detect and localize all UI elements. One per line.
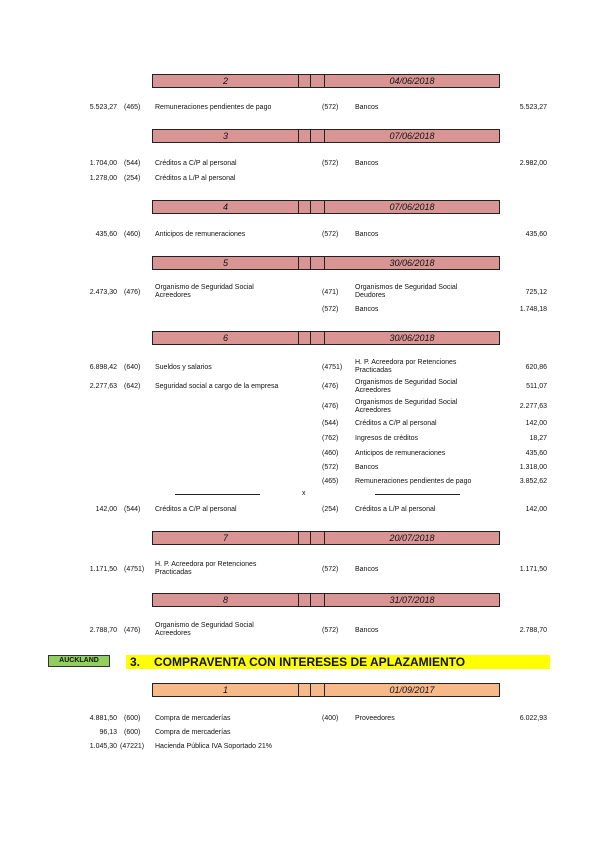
debit-amount: 2.788,70 — [89, 627, 117, 634]
credit-amount: 18,27 — [529, 435, 547, 442]
debit-account: (544) — [124, 160, 141, 167]
credit-amount: 142,00 — [525, 506, 547, 513]
debit-name: Hacienda Pública IVA Soportado 21% — [155, 743, 273, 750]
credit-amount: 6.022,93 — [519, 715, 547, 722]
credit-amount: 1.171,50 — [519, 566, 547, 573]
credit-account: (471) — [322, 289, 339, 296]
debit-amount: 4.881,50 — [89, 715, 117, 722]
credit-name: Bancos — [355, 464, 379, 471]
credit-account: (572) — [322, 566, 339, 573]
credit-name: Organismos de Seguridad Social Deudores — [355, 284, 458, 299]
debit-account: (254) — [124, 175, 141, 182]
separator-mark: x — [302, 490, 306, 497]
entry-header — [152, 593, 500, 607]
credit-amount: 1.318,00 — [519, 464, 547, 471]
credit-name: Créditos a C/P al personal — [355, 420, 437, 427]
debit-account: (476) — [124, 289, 141, 296]
debit-account: (642) — [124, 383, 141, 390]
credit-account: (254) — [322, 506, 339, 513]
entry-date: 30/06/2018 — [389, 333, 435, 343]
section-title: COMPRAVENTA CON INTERESES DE APLAZAMIENTO — [154, 655, 466, 669]
entry-date: 01/09/2017 — [389, 685, 435, 695]
entry-date: 07/06/2018 — [389, 131, 435, 141]
credit-amount: 142,00 — [525, 420, 547, 427]
credit-amount: 725,12 — [525, 289, 547, 296]
entry-header — [152, 256, 500, 270]
credit-name: Organismos de Seguridad Social Acreedores — [355, 399, 458, 414]
debit-name: Compra de mercaderías — [155, 715, 231, 722]
debit-amount: 1.045,30 — [89, 743, 117, 750]
entry-number: 8 — [153, 594, 299, 606]
entry-number: 7 — [153, 532, 299, 544]
credit-amount: 2.277,63 — [519, 403, 547, 410]
debit-account: (460) — [124, 231, 141, 238]
entry-date: 07/06/2018 — [389, 202, 435, 212]
credit-amount: 5.523,27 — [519, 104, 547, 111]
credit-name: Proveedores — [355, 715, 395, 722]
debit-name: H. P. Acreedora por Retenciones Practicadas — [155, 561, 257, 576]
debit-account: (476) — [124, 627, 141, 634]
debit-name: Organismo de Seguridad Social Acreedores — [155, 622, 254, 637]
entry-header — [152, 531, 500, 545]
credit-account: (465) — [322, 478, 339, 485]
entry-number: 5 — [153, 257, 299, 269]
debit-name: Anticipos de remuneraciones — [155, 231, 246, 238]
debit-account: (465) — [124, 104, 141, 111]
credit-account: (762) — [322, 435, 339, 442]
debit-name: Seguridad social a cargo de la empresa — [155, 383, 279, 390]
entry-number: 4 — [153, 201, 299, 213]
entry-header — [152, 129, 500, 143]
credit-amount: 2.788,70 — [519, 627, 547, 634]
credit-amount: 3.852,62 — [519, 478, 547, 485]
debit-account: (47221) — [120, 743, 145, 750]
credit-name: Bancos — [355, 306, 379, 313]
credit-name: Créditos a L/P al personal — [355, 506, 436, 513]
credit-amount: 511,07 — [526, 383, 547, 390]
credit-amount: 2.982,00 — [519, 160, 547, 167]
credit-account: (572) — [322, 160, 339, 167]
entry-header — [152, 200, 500, 214]
credit-account: (400) — [322, 715, 339, 722]
credit-name: Remuneraciones pendientes de pago — [355, 478, 472, 485]
debit-amount: 2.473,30 — [89, 289, 117, 296]
credit-amount: 620,86 — [525, 364, 547, 371]
entry-number: 1 — [153, 684, 299, 696]
credit-name: Bancos — [355, 566, 379, 573]
credit-account: (544) — [322, 420, 339, 427]
debit-amount: 1.704,00 — [89, 160, 117, 167]
credit-name: Anticipos de remuneraciones — [355, 450, 446, 457]
credit-account: (572) — [322, 306, 339, 313]
separator-line — [375, 494, 460, 495]
debit-amount: 5.523,27 — [89, 104, 117, 111]
entry-header — [152, 331, 500, 345]
debit-name: Sueldos y salarios — [155, 364, 212, 371]
credit-account: (4751) — [322, 364, 343, 371]
debit-account: (600) — [124, 729, 141, 736]
entry-number: 2 — [153, 75, 299, 87]
debit-amount: 6.898,42 — [89, 364, 117, 371]
debit-name: Créditos a C/P al personal — [155, 160, 237, 167]
debit-account: (4751) — [124, 566, 145, 573]
entry-date: 20/07/2018 — [389, 533, 435, 543]
credit-account: (476) — [322, 403, 339, 410]
separator-line — [175, 494, 260, 495]
entry-number: 6 — [153, 332, 299, 344]
debit-name: Organismo de Seguridad Social Acreedores — [155, 284, 254, 299]
credit-amount: 435,60 — [525, 450, 547, 457]
credit-name: Bancos — [355, 231, 379, 238]
entry-header — [152, 683, 500, 697]
debit-amount: 96,13 — [99, 729, 117, 736]
debit-name: Créditos a C/P al personal — [155, 506, 237, 513]
credit-account: (572) — [322, 627, 339, 634]
credit-account: (460) — [322, 450, 339, 457]
credit-account: (572) — [322, 104, 339, 111]
debit-name: Remuneraciones pendientes de pago — [155, 104, 272, 111]
credit-name: Bancos — [355, 627, 379, 634]
credit-amount: 1.748,18 — [519, 306, 547, 313]
credit-amount: 435,60 — [525, 231, 547, 238]
credit-name: Organismos de Seguridad Social Acreedores — [355, 379, 458, 394]
credit-name: Bancos — [355, 104, 379, 111]
credit-name: Bancos — [355, 160, 379, 167]
debit-name: Créditos a L/P al personal — [155, 175, 236, 182]
credit-account: (572) — [322, 464, 339, 471]
debit-amount: 1.278,00 — [89, 175, 117, 182]
credit-name: H. P. Acreedora por Retenciones Practicadas — [355, 359, 457, 374]
credit-account: (572) — [322, 231, 339, 238]
debit-account: (640) — [124, 364, 141, 371]
debit-account: (544) — [124, 506, 141, 513]
entry-number: 3 — [153, 130, 299, 142]
credit-name: Ingresos de créditos — [355, 435, 419, 442]
section-badge[interactable]: AUCKLAND — [48, 655, 110, 667]
debit-amount: 1.171,50 — [89, 566, 117, 573]
debit-amount: 2.277,63 — [89, 383, 117, 390]
debit-account: (600) — [124, 715, 141, 722]
section-number: 3. — [130, 655, 141, 669]
debit-amount: 435,60 — [95, 231, 117, 238]
entry-date: 30/06/2018 — [389, 258, 435, 268]
section-banner — [126, 655, 550, 669]
debit-amount: 142,00 — [95, 506, 117, 513]
entry-date: 31/07/2018 — [389, 595, 435, 605]
entry-header — [152, 74, 500, 88]
entry-date: 04/06/2018 — [389, 76, 435, 86]
debit-name: Compra de mercaderías — [155, 729, 231, 736]
credit-account: (476) — [322, 383, 339, 390]
